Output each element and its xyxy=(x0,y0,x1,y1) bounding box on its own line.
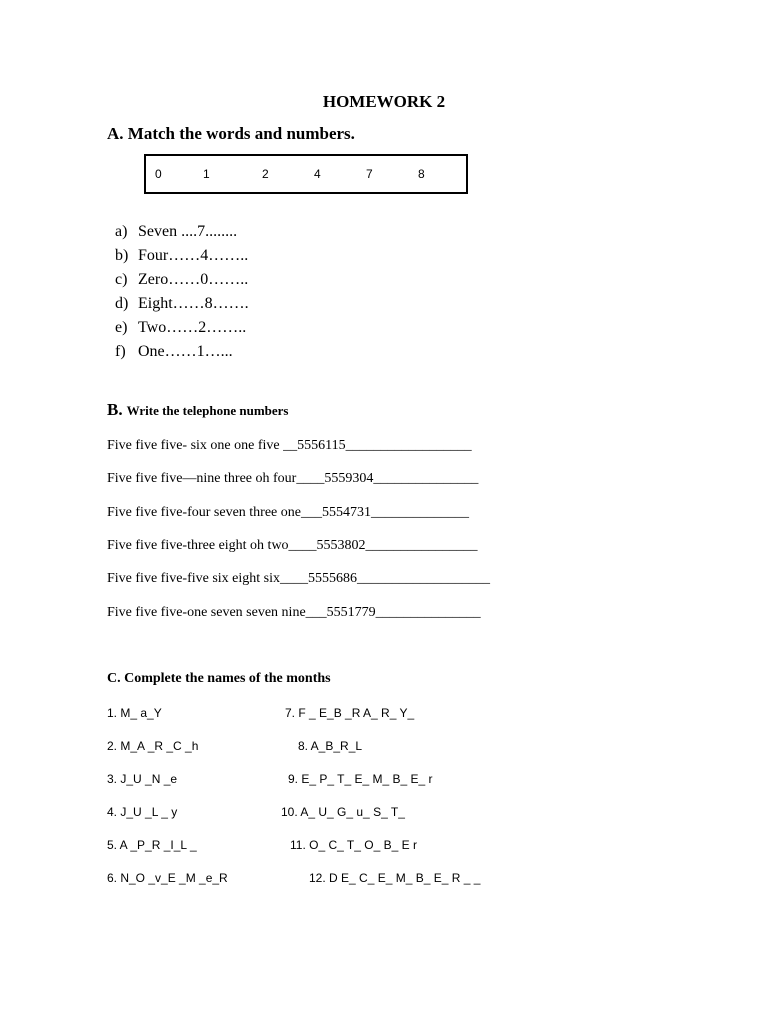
match-list xyxy=(115,220,249,364)
month-item: 7. F _ E_B _R A_ R_ Y_ xyxy=(285,706,415,720)
number-0: 0 xyxy=(155,167,162,181)
phone-line: Five five five-one seven seven nine___5551779_______________ xyxy=(107,605,481,620)
month-item: 9. E_ P_ T_ E_ M_ B_ E_ r xyxy=(288,772,433,786)
number-1: 1 xyxy=(203,167,210,181)
number-4: 4 xyxy=(314,167,321,181)
section-c-title: C. Complete the names of the months xyxy=(107,671,331,686)
number-2: 2 xyxy=(262,167,269,181)
month-item: 12. D E_ C_ E_ M_ B_ E_ R _ _ xyxy=(309,871,481,885)
month-item: 3. J_U _N _e xyxy=(107,772,178,786)
month-item: 2. M_A _R _C _h xyxy=(107,739,199,753)
month-item: 11. O_ C_ T_ O_ B_ E r xyxy=(290,838,417,852)
match-item: e) Two……2…….. xyxy=(115,319,247,336)
number-8: 8 xyxy=(418,167,425,181)
phone-line: Five five five- six one one five __5556115__________________ xyxy=(107,438,472,453)
match-item: a) Seven ....7........ xyxy=(115,223,238,240)
month-item: 5. A _P_R _I_L _ xyxy=(107,838,197,852)
match-item: f) One……1…... xyxy=(115,343,233,360)
month-item: 10. A_ U_ G_ u_ S_ T_ xyxy=(281,805,405,819)
month-item: 8. A_B_R_L xyxy=(298,739,363,753)
phone-line: Five five five-four seven three one___5554731______________ xyxy=(107,505,469,520)
phone-line: Five five five-five six eight six____5555686___________________ xyxy=(107,571,491,586)
match-item: b) Four……4…….. xyxy=(115,247,249,264)
number-7: 7 xyxy=(366,167,373,181)
month-item: 6. N_O _v_E _M _e_R xyxy=(107,871,228,885)
phone-line: Five five five—nine three oh four____5559304_______________ xyxy=(107,471,479,486)
month-item: 4. J_U _L _ y xyxy=(107,805,178,819)
page-title: HOMEWORK 2 xyxy=(322,92,446,111)
number-box xyxy=(144,154,468,194)
section-b-title: B. Write the telephone numbers xyxy=(107,400,289,419)
match-item: d) Eight……8……. xyxy=(115,295,249,312)
section-a-title: A. Match the words and numbers. xyxy=(107,124,355,143)
phone-line: Five five five-three eight oh two____5553802________________ xyxy=(107,538,478,553)
month-item: 1. M_ a_Y xyxy=(107,706,162,720)
match-item: c) Zero……0…….. xyxy=(115,271,249,288)
